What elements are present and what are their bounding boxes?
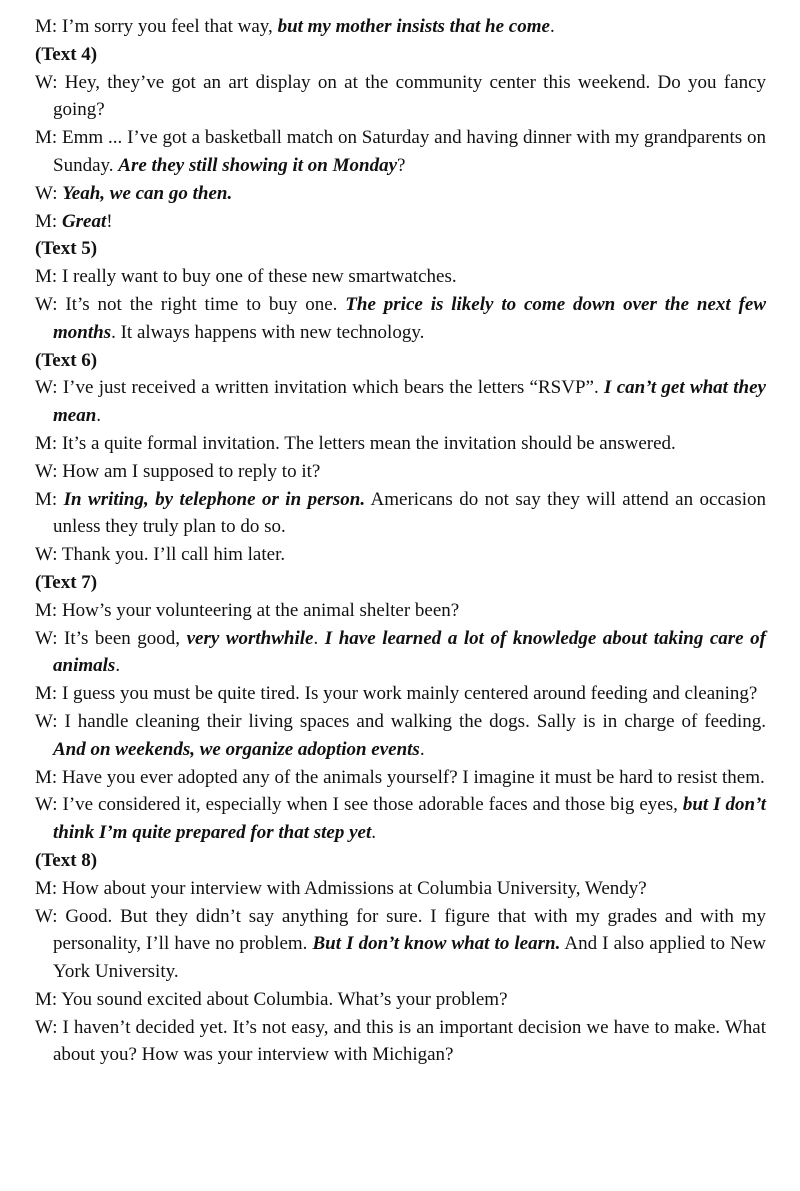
dialogue-text: How am I supposed to reply to it? — [57, 460, 321, 482]
dialogue-text: Hey, they’ve got an art display on at the community center this weekend. Do you fancy going? — [53, 71, 766, 121]
dialogue-line — [35, 430, 766, 458]
section-heading: (Text 4) — [35, 43, 98, 65]
dialogue-text: . It always happens with new technology. — [111, 321, 425, 343]
speaker-label: W: — [35, 182, 58, 204]
dialogue-text: Good. But they didn’t say anything for sure. I figure that with my grades and with my personality, I’ll have no problem. — [53, 905, 766, 955]
emphasized-text: Are they still showing it on Monday — [118, 154, 398, 176]
speaker-label: W: — [35, 460, 58, 482]
speaker-label: M: — [35, 988, 58, 1010]
dialogue-text: . — [371, 822, 376, 844]
dialogue-text: Thank you. I’ll call him later. — [57, 544, 286, 566]
speaker-label: M: — [35, 683, 58, 705]
speaker-label: M: — [35, 599, 58, 621]
dialogue-text: . — [115, 655, 121, 677]
speaker-label: W: — [35, 710, 58, 732]
dialogue-text: How about your interview with Admissions at Columbia University, Wendy? — [57, 877, 647, 899]
emphasized-text: I can’t get what they mean — [53, 377, 766, 427]
dialogue-text: I’ve just received a written invitation which bears the letters “RSVP”. — [57, 377, 604, 399]
dialogue-text: And I also applied to New York University. — [53, 933, 766, 983]
dialogue-line — [35, 291, 766, 347]
dialogue-line — [35, 208, 766, 236]
dialogue-text: It’s a quite formal invitation. The letters mean the invitation should be answered. — [57, 432, 676, 454]
speaker-label: M: — [35, 488, 58, 510]
dialogue-line — [35, 680, 766, 708]
dialogue-text: I’m sorry you feel that way, — [57, 16, 278, 37]
speaker-label: W: — [35, 627, 58, 649]
emphasized-text: And on weekends, we organize adoption events — [53, 738, 420, 760]
dialogue-text: I handle cleaning their living spaces and walking the dogs. Sally is in charge of feeding. — [57, 710, 766, 732]
dialogue-text: I’ve considered it, especially when I see those adorable faces and those big eyes, — [57, 794, 683, 816]
dialogue-text: . — [419, 738, 425, 760]
dialogue-line — [35, 986, 766, 1014]
dialogue-line — [35, 124, 766, 180]
dialogue-text: Emm ... I’ve got a basketball match on Saturday and having dinner with my grandparents on Sunday. — [53, 127, 766, 176]
dialogue-text: Have you ever adopted any of the animals yourself? I imagine it must be hard to resist them. — [57, 766, 765, 788]
emphasized-text: Great — [61, 210, 107, 232]
dialogue-text: ! — [106, 210, 113, 232]
speaker-label: W: — [35, 544, 58, 566]
dialogue-line — [35, 541, 766, 569]
dialogue-text: It’s not the right time to buy one. — [57, 293, 346, 315]
dialogue-line — [35, 597, 766, 625]
dialogue-text: . — [96, 405, 102, 427]
speaker-label: W: — [35, 293, 58, 315]
emphasized-text: Yeah, we can go then. — [62, 182, 233, 204]
speaker-label: M: — [35, 266, 58, 288]
dialogue-line — [35, 180, 766, 208]
dialogue-line — [35, 764, 766, 792]
emphasized-text: but I don’t think I’m quite prepared for that step yet — [53, 794, 766, 844]
emphasized-text: But I don’t know what to learn. — [312, 933, 561, 955]
dialogue-text: How’s your volunteering at the animal shelter been? — [57, 599, 460, 621]
dialogue-text: . — [313, 627, 325, 649]
dialogue-line — [35, 69, 766, 125]
speaker-label: M: — [35, 877, 58, 899]
section-heading: (Text 6) — [35, 349, 98, 371]
dialogue-line — [35, 875, 766, 903]
dialogue-line — [35, 374, 766, 430]
dialogue-line — [35, 458, 766, 486]
speaker-label: M: — [35, 127, 58, 149]
speaker-label: W: — [35, 905, 58, 927]
dialogue-text: ? — [397, 154, 406, 176]
emphasized-text: I have learned a lot of knowledge about taking care of animals — [53, 627, 766, 677]
dialogue-line — [35, 486, 766, 542]
speaker-label: M: — [35, 766, 58, 788]
emphasized-text: very worthwhile — [186, 627, 314, 649]
speaker-label: W: — [35, 377, 58, 399]
dialogue-line — [35, 903, 766, 986]
dialogue-text: . — [549, 16, 555, 37]
speaker-label: W: — [35, 794, 58, 816]
dialogue-text: I really want to buy one of these new smartwatches. — [57, 266, 457, 288]
dialogue-text: You sound excited about Columbia. What’s your problem? — [57, 988, 508, 1010]
dialogue-line — [35, 263, 766, 291]
dialogue-text: I guess you must be quite tired. Is your work mainly centered around feeding and cleaning? — [57, 683, 758, 705]
section-heading: (Text 7) — [35, 571, 98, 593]
emphasized-text: but my mother insists that he come — [277, 16, 550, 37]
dialogue-text: I haven’t decided yet. It’s not easy, and this is an important decision we have to make. What about you? How was your interview with Michigan? — [53, 1016, 766, 1066]
section-heading: (Text 5) — [35, 238, 98, 260]
speaker-label: M: — [35, 210, 58, 232]
dialogue-text: It’s been good, — [57, 627, 187, 649]
dialogue-line — [35, 708, 766, 764]
emphasized-text: The price is likely to come down over the next few months — [53, 293, 766, 343]
speaker-label: M: — [35, 432, 58, 454]
dialogue-line — [35, 13, 766, 41]
speaker-label: M: — [35, 16, 58, 37]
speaker-label: W: — [35, 1016, 58, 1038]
emphasized-text: In writing, by telephone or in person. — [63, 488, 366, 510]
speaker-label: W: — [35, 71, 58, 93]
section-heading: (Text 8) — [35, 849, 98, 871]
dialogue-line — [35, 625, 766, 681]
dialogue-line — [35, 791, 766, 847]
dialogue-line — [35, 1014, 766, 1070]
dialogue-text: Americans do not say they will attend an occasion unless they truly plan to do so. — [53, 488, 766, 538]
